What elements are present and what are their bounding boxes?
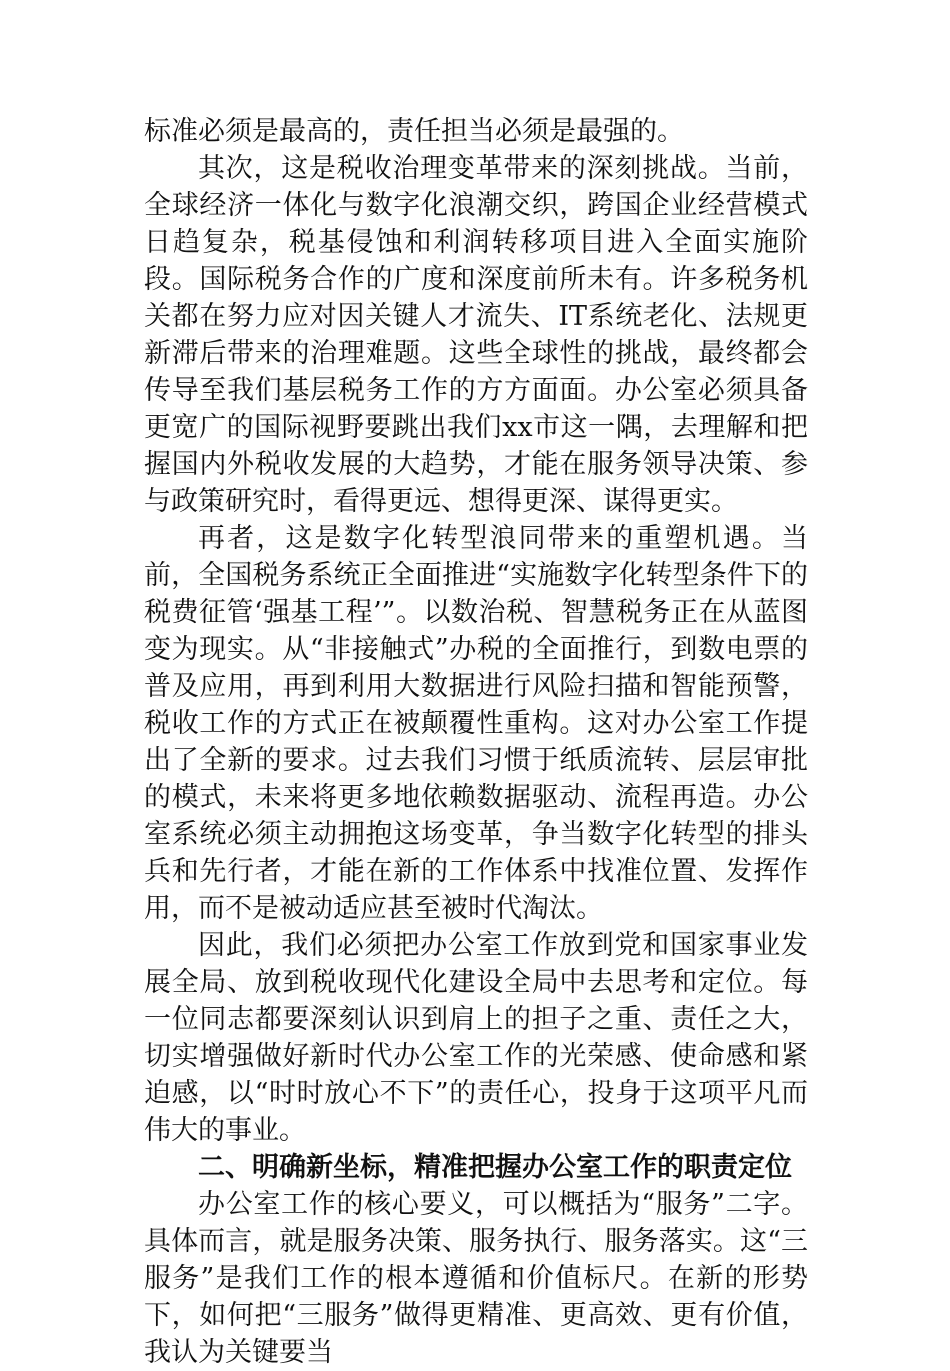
paragraph-digital-transformation: 再者，这是数字化转型浪同带来的重塑机遇。当前，全国税务系统正全面推进“实施数字化转型条件下的税费征管‘强基工程’”。以数治税、智慧税务正在从蓝图变为现实。从“非接触式”办税的全面推行，到数电票的普及应用，再到利用大数据进行风险扫描和智能预警，税收工作的方式正在被颠覆性重构。这对办公室工作提出了全新的要求。过去我们习惯于纸质流转、层层审批的模式，未来将更多地依赖数据驱动、流程再造。办公室系统必须主动拥抱这场变革，争当数字化转型的排头兵和先行者，才能在新的工作体系中找准位置、发挥作用，而不是被动适应甚至被时代淘汰。 bbox=[144, 523, 808, 924]
paragraph-office-core-meaning: 办公室工作的核心要义，可以概括为“服务”二字。具体而言，就是服务决策、服务执行、服务落实。这“三服务”是我们工作的根本遵循和价值标尺。在新的形势下，如何把“三服务”做得更精准、更高效、更有价值，我认为关键要当 bbox=[144, 1189, 808, 1368]
paragraph-tax-governance-challenge: 其次，这是税收治理变革带来的深刻挑战。当前，全球经济一体化与数字化浪潮交织，跨国企业经营模式日趋复杂，税基侵蚀和利润转移项目进入全面实施阶段。国际税务合作的广度和深度前所未有。许多税务机关都在努力应对因关键人才流失、IT系统老化、法规更新滞后带来的治理难题。这些全球性的挑战，最终都会传导至我们基层税务工作的方方面面。办公室必须具备更宽广的国际视野要跳出我们xx市这一隅，去理解和把握国内外税收发展的大趋势，才能在服务领导决策、参与政策研究时，看得更远、想得更深、谋得更实。 bbox=[144, 153, 808, 517]
paragraph-conclusion: 因此，我们必须把办公室工作放到党和国家事业发展全局、放到税收现代化建设全局中去思考和定位。每一位同志都要深刻认识到肩上的担子之重、责任之大，切实增强做好新时代办公室工作的光荣感、使命感和紧迫感，以“时时放心不下”的责任心，投身于这项平凡而伟大的事业。 bbox=[144, 930, 808, 1146]
document-body bbox=[144, 113, 808, 1371]
section-heading: 二、明确新坐标，精准把握办公室工作的职责定位 bbox=[198, 1152, 792, 1183]
paragraph-continuation: 标准必须是最高的，责任担当必须是最强的。 bbox=[144, 116, 684, 147]
